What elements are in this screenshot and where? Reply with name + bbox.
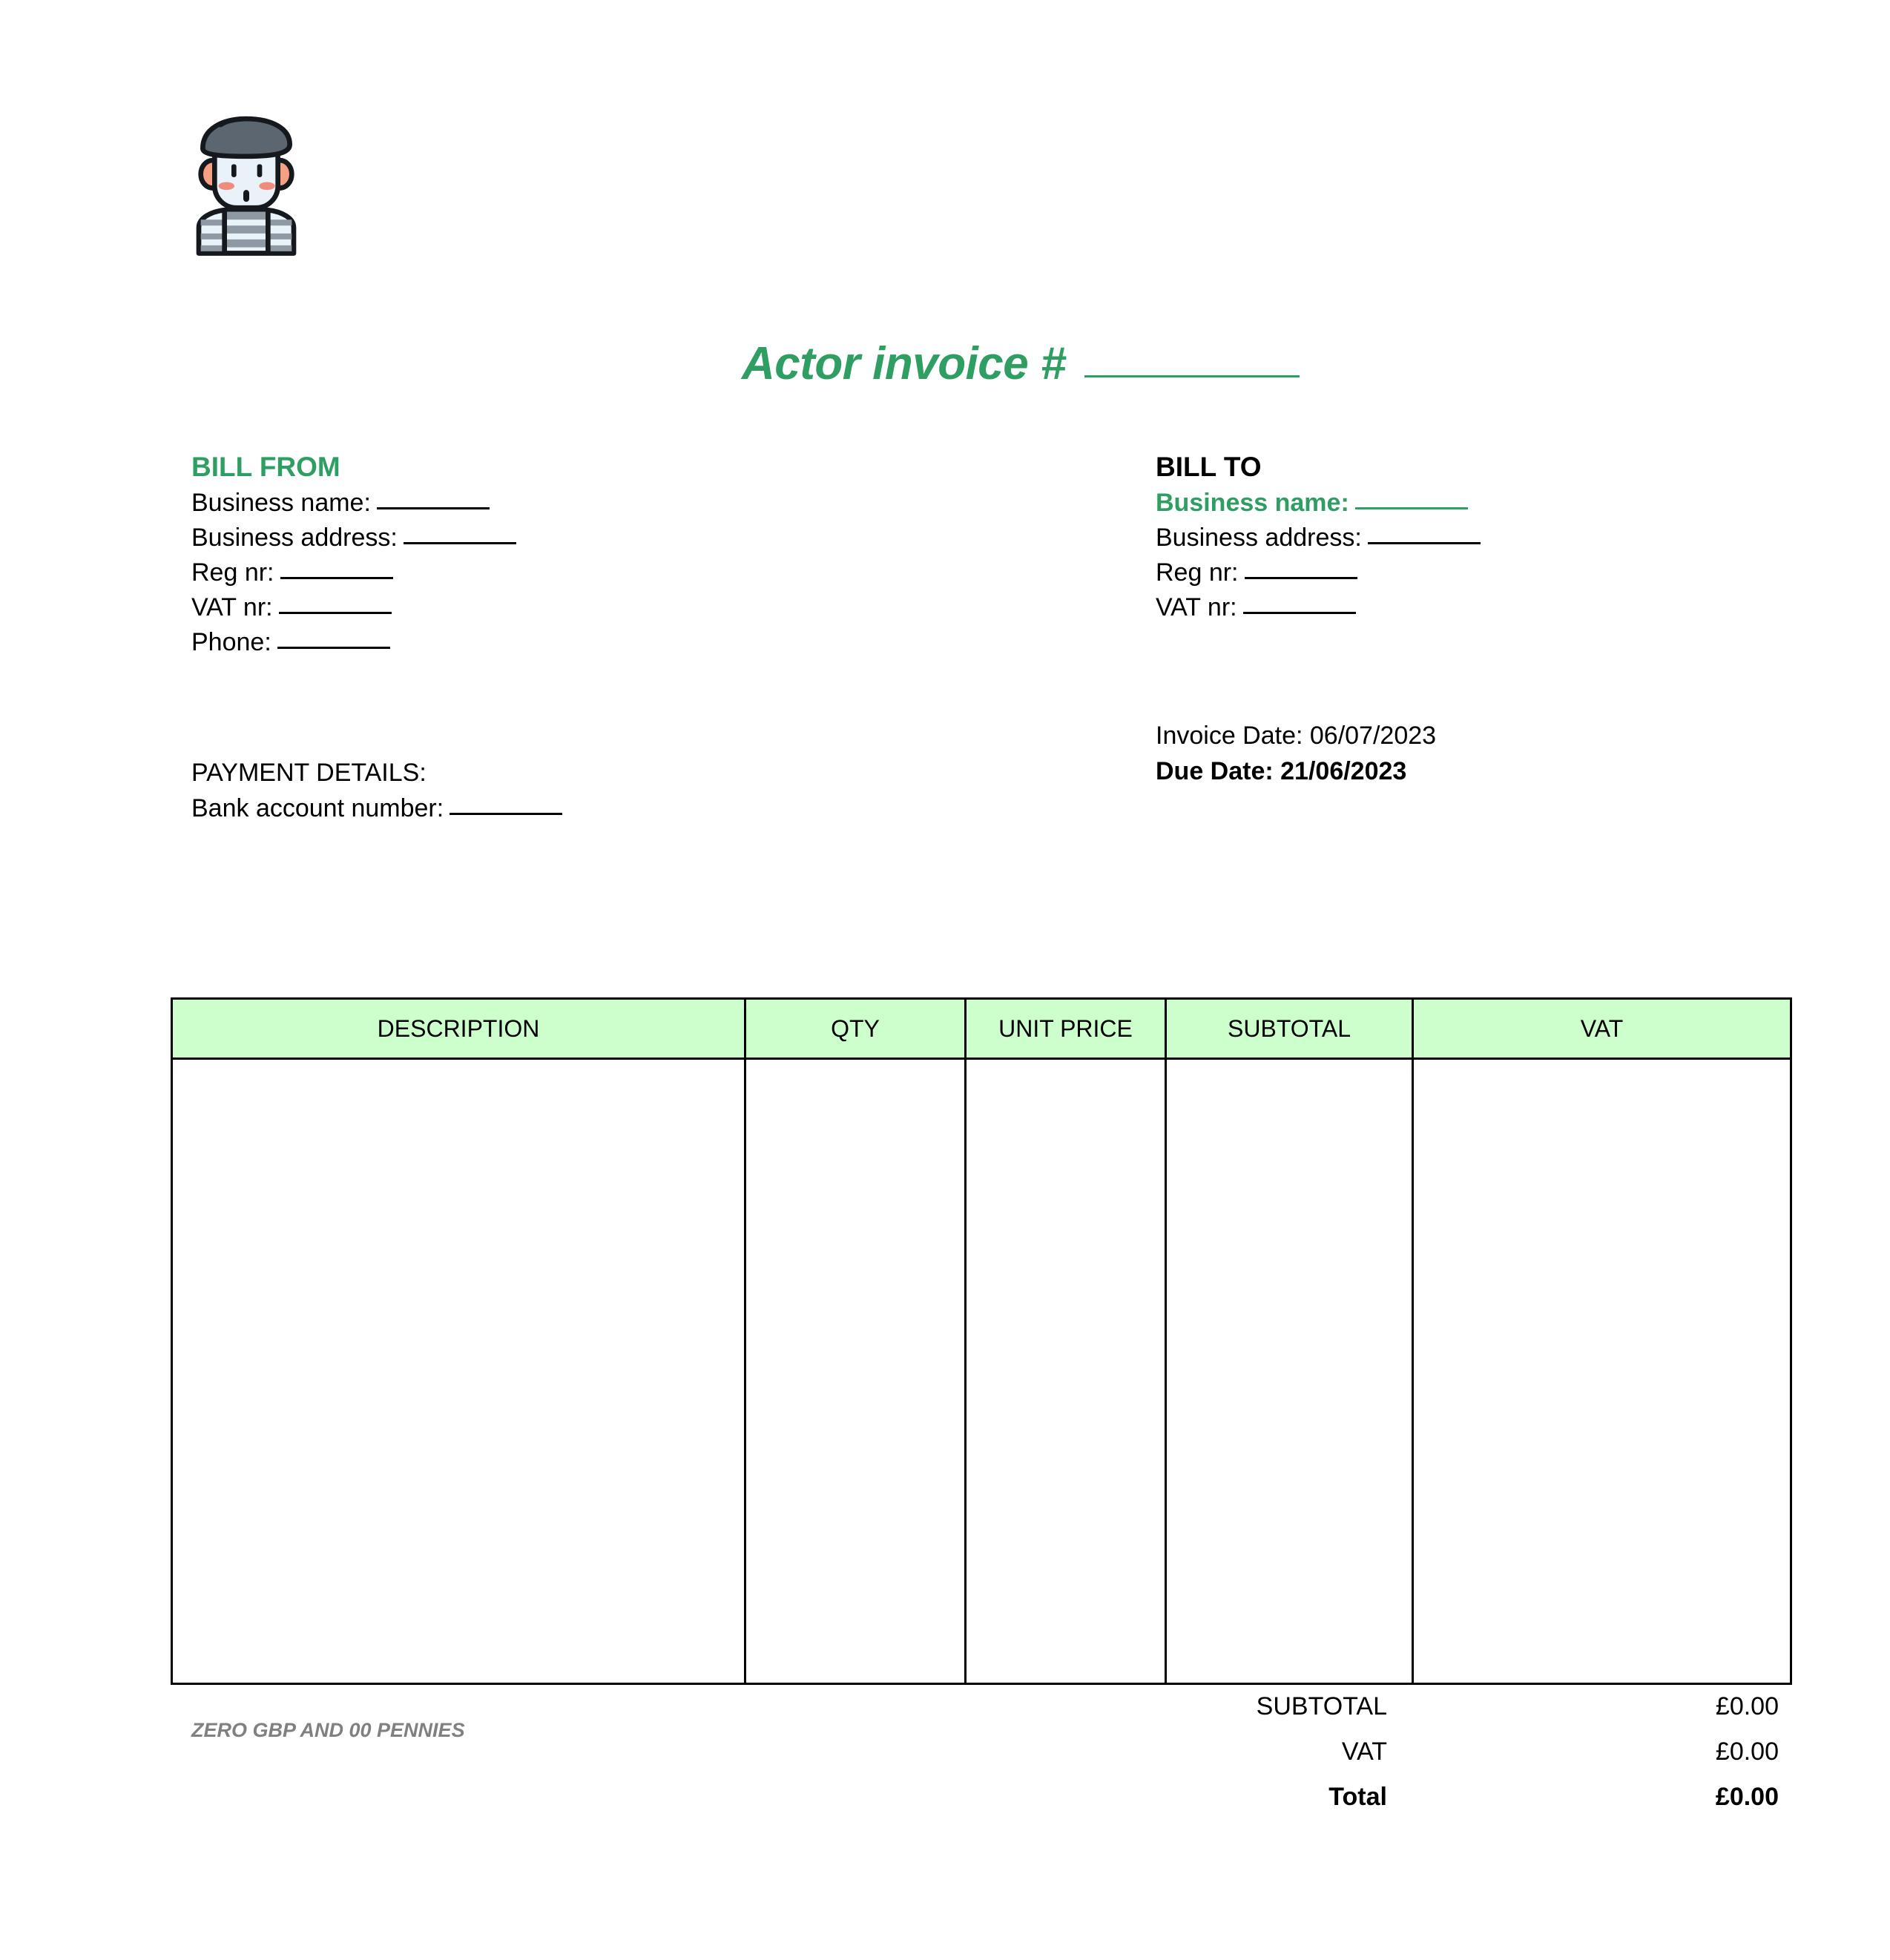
bill-from-phone-row [191, 625, 755, 660]
bill-from-phone-input[interactable] [277, 647, 390, 649]
line-items-table [171, 997, 1792, 1685]
bill-to-business-address-input[interactable] [1368, 542, 1481, 544]
subtotal-label: SUBTOTAL [1256, 1692, 1387, 1720]
bill-to-heading: BILL TO [1156, 452, 1262, 482]
bill-from-reg-nr-label: Reg nr: [191, 558, 274, 587]
cell-subtotal[interactable] [1166, 1059, 1413, 1684]
invoice-date: Invoice Date: 06/07/2023 [1156, 722, 1437, 750]
bill-to-vat-nr-label: VAT nr: [1156, 593, 1237, 621]
table-row[interactable] [172, 1059, 1791, 1684]
cell-vat[interactable] [1413, 1059, 1791, 1684]
bill-from-phone-label: Phone: [191, 628, 271, 656]
bank-account-input[interactable] [450, 813, 562, 815]
actor-mime-avatar-icon [187, 113, 306, 257]
bill-to-block [1156, 449, 1719, 625]
bill-from-business-address-input[interactable] [404, 542, 516, 544]
bill-to-business-name-input[interactable] [1355, 507, 1468, 509]
totals-row-total [1076, 1783, 1779, 1828]
payment-details-heading: PAYMENT DETAILS: [191, 759, 427, 787]
line-items-header [172, 999, 1791, 1059]
bill-to-reg-nr-row [1156, 555, 1719, 590]
line-items-body [172, 1059, 1791, 1684]
bill-to-business-name-row [1156, 486, 1719, 521]
bill-from-business-name-label: Business name: [191, 489, 371, 517]
cell-unit-price[interactable] [966, 1059, 1166, 1684]
payment-details-block [191, 755, 800, 826]
bill-to-vat-nr-row [1156, 590, 1719, 625]
total-label: Total [1328, 1783, 1387, 1811]
cell-description[interactable] [172, 1059, 745, 1684]
invoice-number-blank[interactable] [1084, 375, 1300, 377]
page-title [742, 337, 1300, 390]
bill-to-reg-nr-label: Reg nr: [1156, 558, 1239, 587]
total-value: £0.00 [1715, 1783, 1779, 1811]
totals-row-subtotal [1076, 1692, 1779, 1738]
bank-account-row [191, 791, 800, 826]
bill-from-reg-nr-row [191, 555, 755, 590]
bill-from-reg-nr-input[interactable] [280, 577, 393, 579]
amount-in-words: ZERO GBP AND 00 PENNIES [191, 1719, 465, 1741]
bill-to-vat-nr-input[interactable] [1243, 612, 1356, 614]
bill-to-reg-nr-input[interactable] [1245, 577, 1357, 579]
bill-from-vat-nr-row [191, 590, 755, 625]
due-date: Due Date: 21/06/2023 [1156, 757, 1407, 785]
bill-to-business-address-row [1156, 521, 1719, 555]
column-header-subtotal: SUBTOTAL [1166, 999, 1413, 1059]
vat-label: VAT [1341, 1738, 1387, 1766]
bank-account-label: Bank account number: [191, 794, 444, 822]
vat-value: £0.00 [1715, 1738, 1779, 1766]
column-header-vat: VAT [1413, 999, 1791, 1059]
table-header-row [172, 999, 1791, 1059]
bill-from-business-name-row [191, 486, 755, 521]
column-header-description: DESCRIPTION [172, 999, 745, 1059]
totals-block [1076, 1692, 1779, 1828]
invoice-title-text: Actor invoice # [742, 338, 1066, 389]
bill-to-business-address-label: Business address: [1156, 524, 1362, 552]
bill-to-business-name-label: Business name: [1156, 489, 1349, 517]
subtotal-value: £0.00 [1715, 1692, 1779, 1720]
bill-from-business-address-row [191, 521, 755, 555]
column-header-qty: QTY [745, 999, 966, 1059]
bill-from-vat-nr-label: VAT nr: [191, 593, 273, 621]
bill-from-business-address-label: Business address: [191, 524, 398, 552]
bill-from-business-name-input[interactable] [377, 507, 490, 509]
totals-row-vat [1076, 1738, 1779, 1783]
bill-from-block [191, 449, 755, 660]
invoice-dates-block [1156, 718, 1719, 789]
bill-from-heading: BILL FROM [191, 452, 340, 482]
bill-from-vat-nr-input[interactable] [279, 612, 392, 614]
column-header-unit-price: UNIT PRICE [966, 999, 1166, 1059]
cell-qty[interactable] [745, 1059, 966, 1684]
